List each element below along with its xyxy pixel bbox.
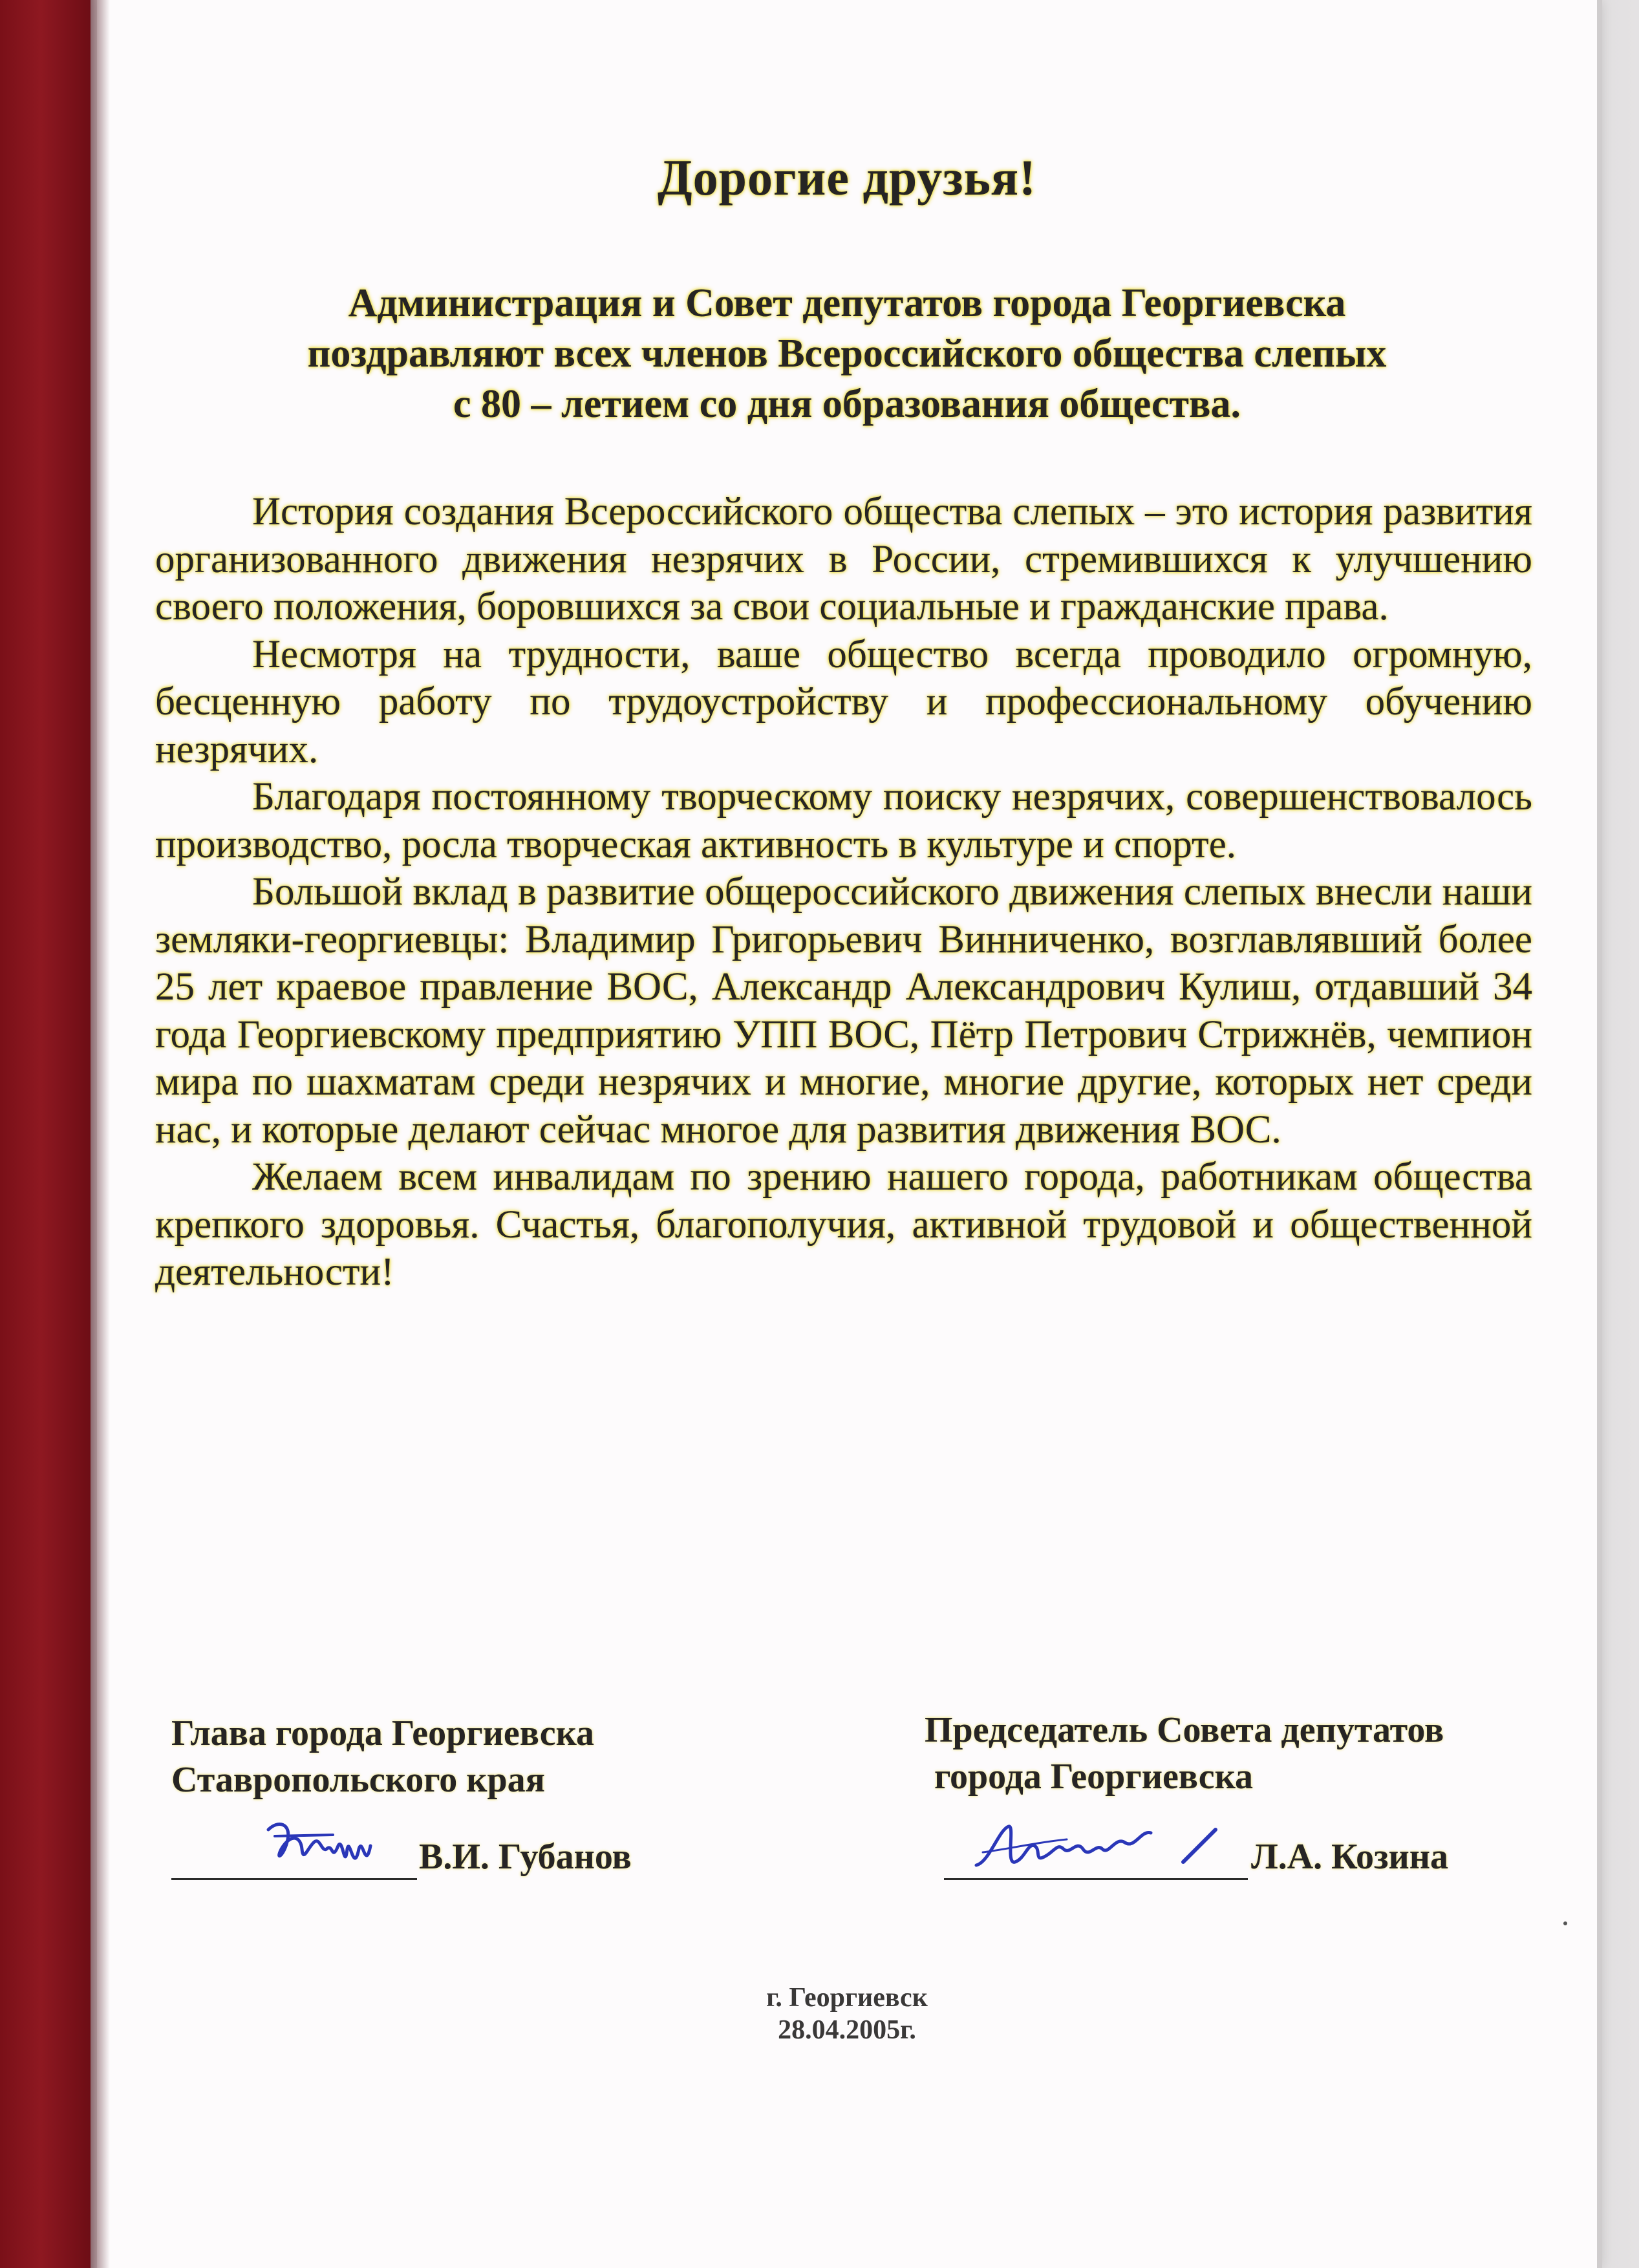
paragraph-wishes: Желаем всем инвалидам по зрению нашего города, работникам общества крепкого здоровья. Счастья, благополучия, активной трудовой и общественной деятельности! — [155, 1155, 1532, 1294]
paragraph-contributors: Большой вклад в развитие общероссийского движения слепых внесли наши земляки-георгиевцы: Владимир Григорьевич Винниченко, возглавлявший более 25 лет краевое правление ВОС, Александр Александрович Кулиш, отдавший 34 года Георгиевскому предприятию УПП ВОС, Пётр Петрович Стрижнёв, чемпион мира по шахматам среди незрячих и многие, многие другие, которых нет среди нас, и которые делают сейчас многое для развития движения ВОС. — [155, 870, 1532, 1151]
folder-cover-shadow — [91, 0, 110, 2268]
letter-title: Дорогие друзья! — [657, 149, 1037, 206]
letter-body — [155, 488, 1532, 1296]
footer-date: 28.04.2005г. — [778, 2015, 916, 2045]
signatory-left-position-line2: Ставропольского края — [171, 1760, 545, 1800]
signatory-right-name: Л.А. Козина — [1251, 1837, 1449, 1877]
signatory-right-signature — [970, 1817, 1248, 1881]
signatory-left-position-line1: Глава города Георгиевска — [171, 1713, 594, 1753]
paragraph-history: История создания Всероссийского общества слепых – это история развития организованного движения незрячих в России, стремившихся к улучшению своего положения, боровшихся за свои социальные и гражданские права. — [155, 490, 1532, 628]
folder-cover-ribbon — [0, 0, 91, 2268]
signatory-right-position-line2: города Георгиевска — [934, 1757, 1254, 1797]
signatory-right-position — [925, 1707, 1571, 1800]
signatory-left-position — [171, 1710, 786, 1803]
footer-city: г. Георгиевск — [766, 1983, 928, 2013]
letter-footer — [97, 1982, 1597, 2046]
paragraph-work: Несмотря на трудности, ваше общество всегда проводило огромную, бесценную работу по трудоустройству и профессиональному обучению незрячих. — [155, 632, 1532, 771]
signatory-right-position-line1: Председатель Совета депутатов — [925, 1710, 1444, 1750]
signatory-left-name: В.И. Губанов — [419, 1837, 632, 1877]
sheet-edge — [1597, 0, 1602, 2268]
letter-intro: Администрация и Совет депутатов города Георгиевска поздравляют всех членов Всероссийского общества слепых с 80 – летием со дня образования общества. — [307, 281, 1387, 426]
scan-speck — [1563, 1921, 1567, 1925]
signatory-left-signature — [255, 1810, 398, 1881]
paragraph-progress: Благодаря постоянному творческому поиску незрячих, совершенствовалось производство, росла творческая активность в культуре и спорте. — [155, 775, 1532, 866]
